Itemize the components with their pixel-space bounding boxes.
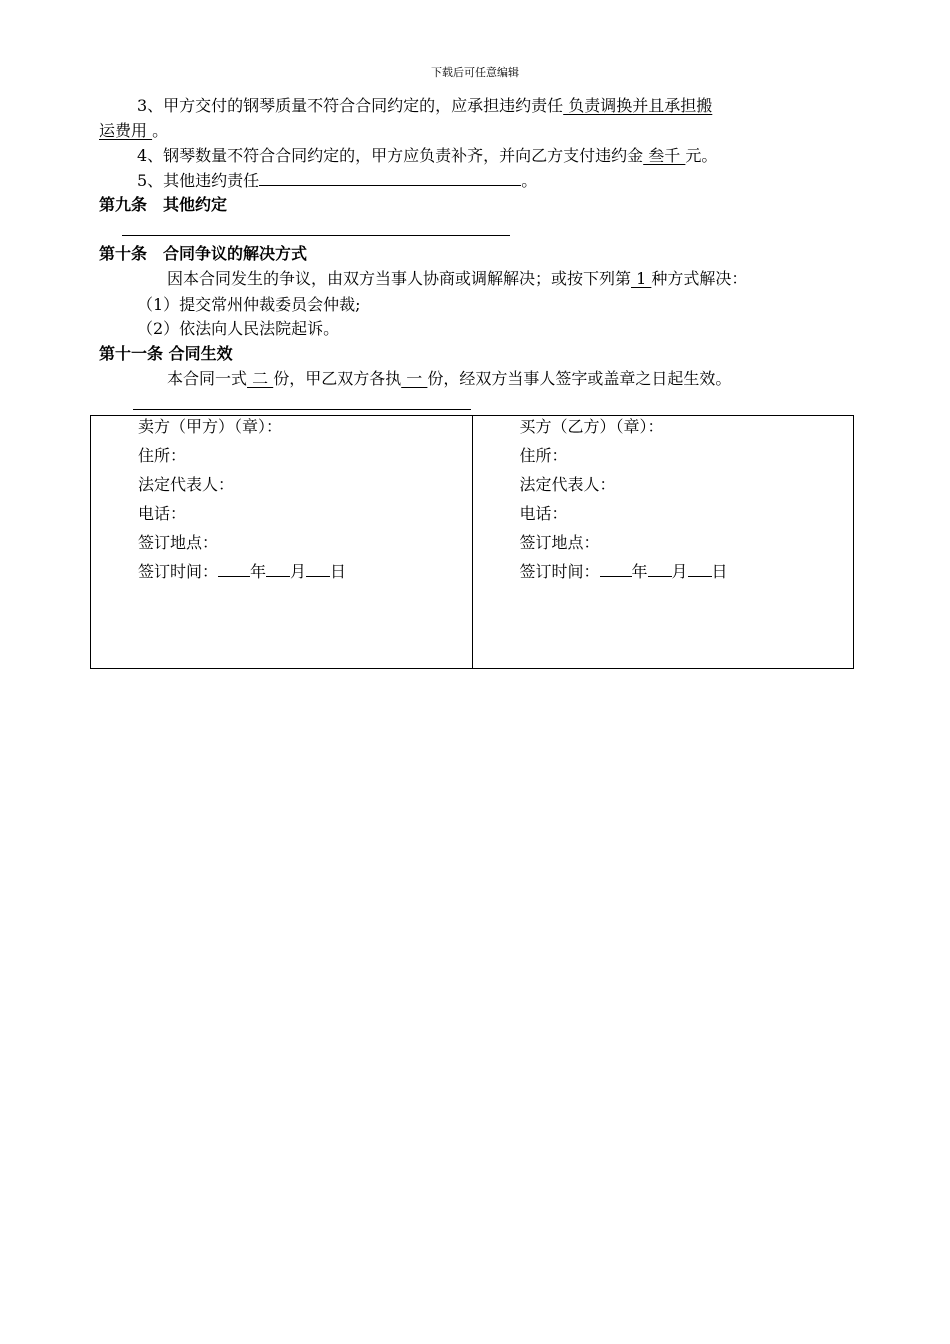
clause-3-end: 。: [152, 121, 169, 140]
article-11-t1: 本合同一式: [167, 369, 248, 388]
article-11-t3: 份，经双方当事人签字或盖章之日起生效。: [427, 369, 732, 388]
buyer-representative: 法定代表人：: [519, 475, 616, 494]
article-9-title: 第九条 其他约定: [99, 195, 228, 214]
article-10-option-2: （2）依法向人民法院起诉。: [137, 319, 340, 338]
clause-4-fill: 叁千: [643, 146, 686, 165]
seller-address: 住所：: [138, 446, 187, 465]
buyer-day-label: 日: [711, 562, 728, 581]
article-11-body: [167, 368, 731, 390]
seller-place: 签订地点：: [138, 533, 219, 552]
buyer-place: 签订地点：: [519, 533, 600, 552]
clause-4-text: 4、钢琴数量不符合合同约定的，甲方应负责补齐，并向乙方支付违约金: [137, 146, 644, 165]
clause-5-end: 。: [521, 171, 538, 190]
article-11-copies: 二: [247, 369, 274, 388]
article-11-t2: 份，甲乙双方各执: [273, 369, 402, 388]
clause-5-line: [137, 170, 537, 192]
article-11-blank-line: [133, 409, 471, 410]
seller-year-blank: [218, 561, 250, 577]
buyer-phone: 电话：: [519, 504, 568, 523]
seller-phone: 电话：: [138, 504, 187, 523]
article-10-choice: 1: [631, 269, 652, 288]
clause-5-text: 5、其他违约责任: [137, 171, 260, 190]
article-10-body: [167, 268, 747, 290]
buyer-day-blank: [688, 561, 712, 577]
seller-day-blank: [306, 561, 330, 577]
buyer-title: 买方（乙方）（章）：: [519, 417, 664, 436]
clause-3-fill-2: 运费用: [99, 121, 153, 140]
signature-table: [90, 415, 854, 669]
seller-date-row: [138, 561, 346, 583]
article-11-each: 一: [401, 369, 428, 388]
clause-3-fill-1: 负责调换并且承担搬: [563, 96, 713, 115]
buyer-address: 住所：: [519, 446, 568, 465]
buyer-month-label: 月: [671, 562, 688, 581]
buyer-time-label: 签订时间：: [519, 562, 600, 581]
seller-column: [91, 416, 472, 668]
article-9-blank-line: [122, 235, 510, 236]
seller-time-label: 签订时间：: [138, 562, 219, 581]
article-11-title: 第十一条 合同生效: [99, 344, 233, 363]
clause-5-blank: [259, 170, 521, 186]
article-10-option-1: （1）提交常州仲裁委员会仲裁;: [137, 295, 361, 314]
seller-year-label: 年: [250, 562, 267, 581]
seller-month-label: 月: [290, 562, 307, 581]
clause-4-end: 元。: [685, 146, 718, 165]
clause-4-line: [137, 145, 717, 167]
article-10-body-2: 种方式解决：: [651, 269, 748, 288]
seller-representative: 法定代表人：: [138, 475, 235, 494]
buyer-year-blank: [600, 561, 632, 577]
page-header: 下载后可任意编辑: [431, 66, 519, 79]
seller-month-blank: [266, 561, 290, 577]
article-10-title: 第十条 合同争议的解决方式: [99, 244, 308, 263]
buyer-year-label: 年: [631, 562, 648, 581]
buyer-month-blank: [648, 561, 672, 577]
seller-title: 卖方（甲方）（章）：: [138, 417, 283, 436]
buyer-column: [472, 416, 854, 668]
article-10-body-1: 因本合同发生的争议，由双方当事人协商或调解解决；或按下列第: [167, 269, 632, 288]
clause-3-line2: [99, 120, 168, 142]
seller-day-label: 日: [330, 562, 347, 581]
clause-3-text: 3、甲方交付的钢琴质量不符合合同约定的，应承担违约责任: [137, 96, 564, 115]
buyer-date-row: [520, 561, 728, 583]
clause-3-line1: [137, 95, 712, 117]
